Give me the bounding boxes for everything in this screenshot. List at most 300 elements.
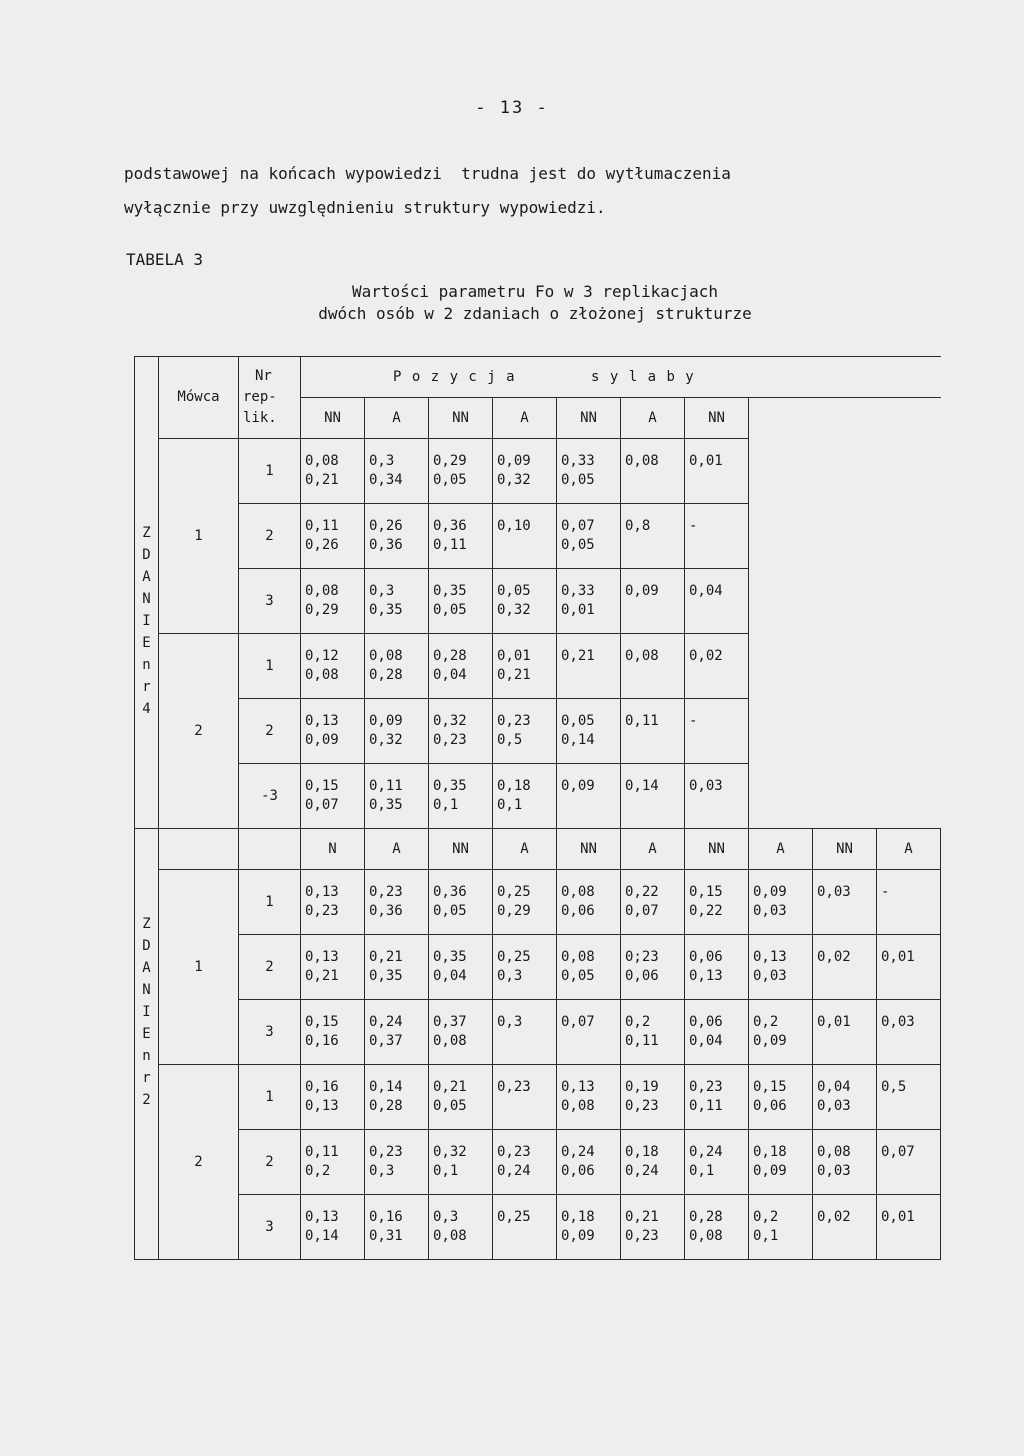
value-cell [429, 504, 493, 569]
value-line: 0,08 [433, 1228, 467, 1244]
value-cell [749, 870, 813, 935]
value-line: 0,29 [433, 453, 467, 469]
header-row-1 [135, 357, 941, 398]
value-line: 0,07 [561, 518, 595, 534]
value-cell [877, 1195, 941, 1260]
vertical-letter: r [142, 1070, 151, 1086]
table-title-line-2: dwóch osób w 2 zdaniach o złożonej strukturze [318, 304, 752, 323]
zdanie-4-label [135, 357, 159, 829]
value-line: 0,16 [305, 1033, 339, 1049]
value-line: 0,01 [817, 1014, 851, 1030]
column-header: A [621, 398, 685, 439]
value-line: 0,3 [433, 1209, 459, 1225]
value-cell [749, 1130, 813, 1195]
value-line: 0,8 [625, 518, 651, 534]
empty-cell [749, 699, 941, 764]
table-row [135, 699, 941, 764]
value-line: 0,24 [369, 1014, 403, 1030]
value-cell [429, 1065, 493, 1130]
value-line: 0,03 [817, 1098, 851, 1114]
value-cell [557, 764, 621, 829]
table-row [135, 1195, 941, 1260]
value-line [817, 967, 876, 986]
value-cell [557, 870, 621, 935]
value-cell [557, 439, 621, 504]
value-line: - [881, 884, 890, 900]
value-cell [429, 1195, 493, 1260]
vertical-letter: A [142, 960, 151, 976]
value-line: 0,14 [625, 778, 659, 794]
column-header: NN [301, 398, 365, 439]
value-cell [301, 634, 365, 699]
empty-cell [749, 439, 941, 504]
value-line: 0,05 [433, 903, 467, 919]
value-cell [365, 870, 429, 935]
vertical-letter: I [142, 1004, 151, 1020]
value-cell [301, 439, 365, 504]
value-line: 0,03 [753, 903, 787, 919]
value-line: 0,35 [433, 583, 467, 599]
value-line: 0,29 [497, 903, 531, 919]
value-line: 0,06 [625, 968, 659, 984]
value-line: 0,06 [561, 903, 595, 919]
value-line: 0,05 [433, 602, 467, 618]
table-title-line-1: Wartości parametru Fo w 3 replikacjach [351, 282, 719, 301]
value-line: 0,1 [433, 1163, 459, 1179]
value-line [625, 471, 684, 490]
value-cell [557, 1195, 621, 1260]
value-line: 0,09 [753, 1163, 787, 1179]
value-line: 0,13 [689, 968, 723, 984]
table-row [135, 504, 941, 569]
value-line [689, 536, 748, 555]
value-line: 0,31 [369, 1228, 403, 1244]
value-line [881, 1097, 940, 1116]
header-row-3 [135, 829, 941, 870]
value-cell [493, 1195, 557, 1260]
value-line: 0,06 [753, 1098, 787, 1114]
value-line: 0,05 [497, 583, 531, 599]
value-line: 0,01 [561, 602, 595, 618]
value-line: - [689, 518, 698, 534]
value-line: 0,09 [305, 732, 339, 748]
value-cell [301, 1195, 365, 1260]
value-cell [877, 1065, 941, 1130]
value-line: 0,15 [753, 1079, 787, 1095]
value-cell [877, 1000, 941, 1065]
value-line: 0,03 [817, 1163, 851, 1179]
value-cell [621, 1065, 685, 1130]
value-line: 0,28 [369, 667, 403, 683]
value-cell [429, 870, 493, 935]
value-line: 0,14 [305, 1228, 339, 1244]
value-line: - [689, 713, 698, 729]
column-header: A [749, 829, 813, 870]
value-cell [301, 764, 365, 829]
page-number: - 13 - [475, 98, 549, 118]
value-line [561, 666, 620, 685]
value-cell [685, 439, 749, 504]
value-line [561, 796, 620, 815]
value-line: 0,23 [497, 1079, 531, 1095]
value-line: 0,2 [753, 1209, 779, 1225]
column-header: A [365, 398, 429, 439]
value-cell [557, 1000, 621, 1065]
value-line: 0,12 [305, 648, 339, 664]
value-line: 0,04 [433, 667, 467, 683]
value-line: 0,04 [817, 1079, 851, 1095]
value-line: 0,35 [369, 602, 403, 618]
table-row [135, 764, 941, 829]
value-line: 0,1 [497, 797, 523, 813]
column-header: A [493, 398, 557, 439]
value-cell [429, 439, 493, 504]
value-cell [621, 504, 685, 569]
header-nr-replik [239, 357, 301, 439]
value-line: 0,01 [497, 648, 531, 664]
value-line: 0,08 [369, 648, 403, 664]
value-line: 0,5 [497, 732, 523, 748]
value-line: 0,21 [561, 648, 595, 664]
value-line: 0,28 [369, 1098, 403, 1114]
value-cell [749, 1195, 813, 1260]
value-cell [685, 569, 749, 634]
value-line: 0,29 [305, 602, 339, 618]
vertical-letter: I [142, 612, 151, 629]
value-cell [813, 870, 877, 935]
value-line: 0,10 [497, 518, 531, 534]
value-line [497, 1227, 556, 1246]
value-cell [685, 764, 749, 829]
value-cell [557, 504, 621, 569]
value-line: 0,15 [305, 1014, 339, 1030]
value-line: 0,19 [625, 1079, 659, 1095]
vertical-letter: r [142, 678, 151, 695]
value-line: 0,25 [497, 1209, 531, 1225]
paragraph-line-2: wyłącznie przy uwzględnieniu struktury wypowiedzi. [124, 198, 606, 217]
value-cell [685, 699, 749, 764]
value-line: 0,2 [625, 1014, 651, 1030]
value-cell [493, 634, 557, 699]
value-line: 0,13 [305, 1209, 339, 1225]
value-line: 0,01 [881, 1209, 915, 1225]
value-cell [557, 1130, 621, 1195]
table-row [135, 569, 941, 634]
value-cell [749, 1065, 813, 1130]
value-cell [493, 1000, 557, 1065]
value-cell [493, 439, 557, 504]
column-header: A [365, 829, 429, 870]
value-cell [301, 935, 365, 1000]
value-line: 0,15 [689, 884, 723, 900]
value-cell [429, 1000, 493, 1065]
value-line: 0,1 [753, 1228, 779, 1244]
value-line: 0,02 [817, 949, 851, 965]
empty-cell [749, 398, 941, 439]
zdanie-4-label-letters [135, 522, 158, 720]
value-line: 0,11 [625, 713, 659, 729]
empty-cell [749, 569, 941, 634]
value-line: 0,24 [497, 1163, 531, 1179]
value-line: 0,05 [433, 1098, 467, 1114]
replication-cell: 3 [239, 1000, 301, 1065]
value-cell [365, 634, 429, 699]
value-cell [621, 634, 685, 699]
value-cell [877, 870, 941, 935]
value-line: 0,13 [305, 949, 339, 965]
value-line: 0,18 [753, 1144, 787, 1160]
value-line: 0,05 [561, 968, 595, 984]
value-line: 0,24 [689, 1144, 723, 1160]
value-line: 0,04 [689, 1033, 723, 1049]
value-cell [429, 699, 493, 764]
value-line: 0,1 [689, 1163, 715, 1179]
value-cell [621, 1195, 685, 1260]
value-cell [813, 1065, 877, 1130]
value-line: 0,08 [561, 1098, 595, 1114]
value-line: 0,13 [305, 1098, 339, 1114]
value-cell [493, 504, 557, 569]
value-cell [813, 1000, 877, 1065]
vertical-letter: Z [142, 916, 151, 932]
value-line: 0,16 [305, 1079, 339, 1095]
value-line: 0,03 [817, 884, 851, 900]
value-line: 0,09 [625, 583, 659, 599]
value-line [689, 471, 748, 490]
column-header: A [877, 829, 941, 870]
value-line: 0,23 [689, 1079, 723, 1095]
value-line [881, 1227, 940, 1246]
value-cell [685, 1130, 749, 1195]
value-cell [557, 1065, 621, 1130]
value-line: 0,3 [497, 968, 523, 984]
value-line [625, 731, 684, 750]
value-cell [685, 1195, 749, 1260]
replication-cell: 1 [239, 634, 301, 699]
value-cell [365, 569, 429, 634]
value-line: 0,37 [369, 1033, 403, 1049]
value-line: 0,04 [433, 968, 467, 984]
value-line: 0,32 [497, 602, 531, 618]
vertical-letter: E [142, 1026, 151, 1042]
value-cell [429, 935, 493, 1000]
value-line: 0,21 [433, 1079, 467, 1095]
value-cell [429, 634, 493, 699]
column-header: NN [429, 398, 493, 439]
value-line: 0,23 [625, 1228, 659, 1244]
table-row [135, 439, 941, 504]
value-line: 0,07 [625, 903, 659, 919]
value-line: 0,09 [369, 713, 403, 729]
value-line: 0,21 [369, 949, 403, 965]
value-cell [301, 870, 365, 935]
value-line: 0,07 [881, 1144, 915, 1160]
value-line: 0,04 [689, 583, 723, 599]
value-line: 0,32 [433, 1144, 467, 1160]
replication-cell: 2 [239, 935, 301, 1000]
value-cell [557, 699, 621, 764]
replication-cell: 3 [239, 1195, 301, 1260]
value-line: 0,3 [369, 1163, 395, 1179]
value-line: 0,09 [561, 778, 595, 794]
speaker-cell: 2 [159, 634, 239, 829]
value-line: 0,09 [561, 1228, 595, 1244]
value-line: 0,14 [561, 732, 595, 748]
value-line [625, 796, 684, 815]
value-cell [813, 1130, 877, 1195]
value-line: 0,06 [689, 949, 723, 965]
value-cell [621, 1000, 685, 1065]
value-cell [365, 935, 429, 1000]
header-nr-line: lik. [243, 410, 277, 426]
value-cell [365, 764, 429, 829]
vertical-letter: N [142, 982, 151, 998]
value-line: 0,03 [881, 1014, 915, 1030]
value-line [689, 796, 748, 815]
value-line: 0,36 [369, 537, 403, 553]
value-line [817, 1032, 876, 1051]
value-cell [429, 569, 493, 634]
value-line: 0,23 [625, 1098, 659, 1114]
value-line: 0,11 [433, 537, 467, 553]
zdanie-2-label [135, 829, 159, 1260]
value-line [689, 601, 748, 620]
column-header: A [493, 829, 557, 870]
value-cell [301, 699, 365, 764]
vertical-letter: Z [142, 524, 151, 541]
value-line [881, 967, 940, 986]
value-line: 0,3 [369, 453, 395, 469]
value-line: 0,21 [305, 472, 339, 488]
value-cell [493, 699, 557, 764]
value-cell [685, 870, 749, 935]
value-line: 0,36 [433, 884, 467, 900]
value-line: 0,02 [689, 648, 723, 664]
value-cell [621, 1130, 685, 1195]
value-line: 0,26 [305, 537, 339, 553]
value-line: 0,08 [305, 583, 339, 599]
value-cell [493, 764, 557, 829]
value-cell [365, 1130, 429, 1195]
value-cell [621, 439, 685, 504]
value-line [689, 731, 748, 750]
value-line: 0,05 [561, 713, 595, 729]
value-line: 0,13 [753, 949, 787, 965]
zdanie-2-label-letters [135, 913, 158, 1111]
value-line: 0,32 [497, 472, 531, 488]
value-cell [557, 569, 621, 634]
value-cell [557, 935, 621, 1000]
replication-cell: -3 [239, 764, 301, 829]
value-cell [813, 1195, 877, 1260]
value-cell [621, 935, 685, 1000]
speaker-cell: 2 [159, 1065, 239, 1260]
value-line: 0,06 [689, 1014, 723, 1030]
vertical-letter: A [142, 568, 151, 585]
vertical-letter: 2 [142, 1092, 151, 1108]
value-line: 0,21 [625, 1209, 659, 1225]
value-line: 0,2 [305, 1163, 331, 1179]
value-line: 0,08 [689, 1228, 723, 1244]
value-line: 0,08 [817, 1144, 851, 1160]
value-line: 0,05 [561, 472, 595, 488]
value-cell [365, 439, 429, 504]
table-row [135, 1130, 941, 1195]
value-line [881, 1032, 940, 1051]
value-line [497, 1032, 556, 1051]
value-cell [365, 1000, 429, 1065]
value-line: 0,01 [689, 453, 723, 469]
vertical-letter: N [142, 590, 151, 607]
value-line [689, 666, 748, 685]
value-cell [301, 504, 365, 569]
value-line: 0,05 [433, 472, 467, 488]
speaker-cell: 1 [159, 439, 239, 634]
header-pozycja: P o z y c j a [393, 368, 516, 385]
table-row [135, 634, 941, 699]
value-line: 0,13 [305, 713, 339, 729]
value-line [881, 902, 940, 921]
empty-cell [239, 829, 301, 870]
value-line: 0,03 [753, 968, 787, 984]
value-cell [365, 1065, 429, 1130]
value-cell [429, 1130, 493, 1195]
value-line: 0,25 [497, 884, 531, 900]
value-cell [813, 935, 877, 1000]
header-mowca: Mówca [159, 357, 239, 439]
value-line: 0,21 [305, 968, 339, 984]
value-line: 0,35 [369, 968, 403, 984]
column-header: NN [557, 398, 621, 439]
value-cell [621, 699, 685, 764]
vertical-letter: 4 [142, 700, 151, 717]
value-line: 0,09 [497, 453, 531, 469]
value-line: 0,26 [369, 518, 403, 534]
value-line: 0,08 [561, 884, 595, 900]
value-line: 0,32 [369, 732, 403, 748]
value-line: 0,16 [369, 1209, 403, 1225]
vertical-letter: n [142, 656, 151, 673]
empty-cell [159, 829, 239, 870]
table-row [135, 935, 941, 1000]
value-line: 0,13 [561, 1079, 595, 1095]
replication-cell: 1 [239, 439, 301, 504]
column-header: N [301, 829, 365, 870]
value-cell [493, 870, 557, 935]
column-header: NN [557, 829, 621, 870]
value-cell [493, 935, 557, 1000]
value-line: 0,35 [369, 797, 403, 813]
value-line: 0,35 [433, 949, 467, 965]
value-line: 0,15 [305, 778, 339, 794]
value-cell [493, 569, 557, 634]
value-line: 0,24 [561, 1144, 595, 1160]
table-row [135, 870, 941, 935]
value-line: 0,03 [689, 778, 723, 794]
column-header: NN [685, 829, 749, 870]
table-label: TABELA 3 [126, 250, 204, 269]
column-header: NN [685, 398, 749, 439]
value-line [561, 1032, 620, 1051]
value-line: 0,14 [369, 1079, 403, 1095]
value-line: 0,06 [561, 1163, 595, 1179]
value-line: 0,11 [305, 518, 339, 534]
value-cell [749, 935, 813, 1000]
value-cell [365, 1195, 429, 1260]
value-line: 0,11 [625, 1033, 659, 1049]
empty-cell [749, 504, 941, 569]
value-line: 0,36 [369, 903, 403, 919]
